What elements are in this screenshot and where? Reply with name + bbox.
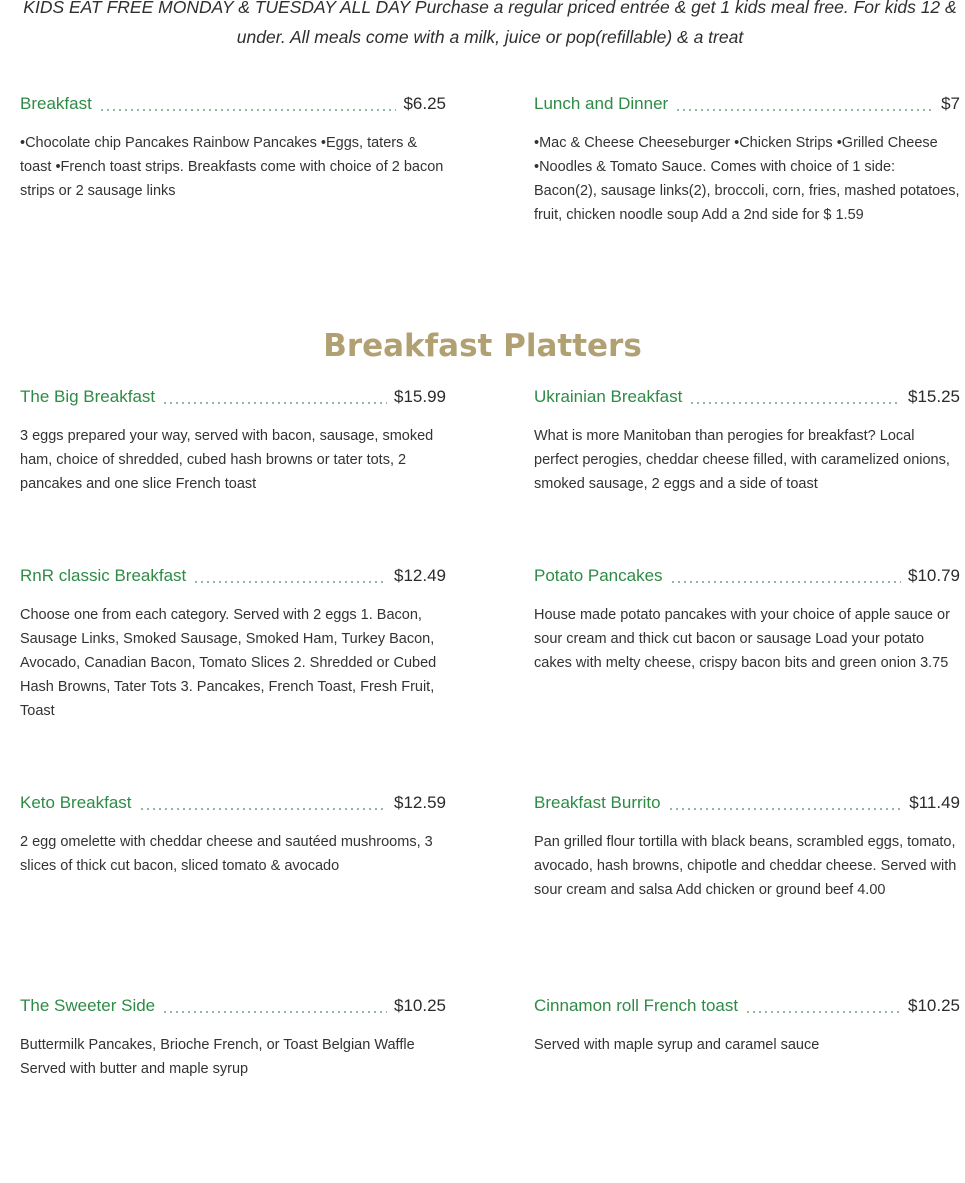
menu-item-name: Ukrainian Breakfast [534, 387, 683, 406]
menu-item-name: RnR classic Breakfast [20, 566, 187, 585]
menu-item-price: $11.49 [909, 793, 960, 812]
menu-item-name: Potato Pancakes [534, 566, 663, 585]
leader-dots [675, 109, 934, 111]
kids-eat-free-intro [20, 0, 960, 52]
leader-dots [99, 109, 397, 111]
leader-dots [745, 1011, 901, 1013]
menu-item-name: Breakfast Burrito [534, 793, 661, 812]
menu-item-price: $12.49 [394, 566, 446, 585]
menu-item-description: 2 egg omelette with cheddar cheese and sautéed mushrooms, 3 slices of thick cut bacon, sliced tomato & avocado [20, 834, 433, 874]
leader-dots [689, 402, 901, 404]
leader-dots [668, 808, 903, 810]
menu-item-description: Served with maple syrup and caramel sauce [534, 1037, 820, 1053]
menu-item-description: Pan grilled flour tortilla with black beans, scrambled eggs, tomato, avocado, hash browns, chipotle and cheddar cheese. Served with sour cream and salsa Add chicken or ground beef 4.00 [534, 834, 957, 898]
section-title: Breakfast Platters [323, 328, 642, 364]
menu-item-name: Lunch and Dinner [534, 94, 669, 113]
menu-item-name: The Big Breakfast [20, 387, 156, 406]
leader-dots [139, 808, 387, 810]
menu-item-name: Keto Breakfast [20, 793, 132, 812]
menu-item-kids-lunch-dinner [534, 94, 960, 227]
leader-dots [670, 581, 901, 583]
leader-dots [193, 581, 387, 583]
intro-line-1: KIDS EAT FREE MONDAY & TUESDAY ALL DAY Purchase a regular priced entrée & get 1 kids meal free. For kids 12 & [23, 0, 957, 17]
leader-dots [162, 1011, 387, 1013]
menu-item-price: $6.25 [403, 94, 446, 113]
menu-item-description: •Mac & Cheese Cheeseburger •Chicken Strips •Grilled Cheese •Noodles & Tomato Sauce. Comes with choice of 1 side: Bacon(2), sausage links(2), broccoli, corn, fries, mashed potatoes, fruit, chicken noodle soup Add a 2nd side for $ 1.59 [534, 135, 960, 223]
menu-item-breakfast-burrito [534, 793, 960, 902]
menu-item-description: Choose one from each category. Served with 2 eggs 1. Bacon, Sausage Links, Smoked Sausage, Smoked Ham, Turkey Bacon, Avocado, Canadian Bacon, Tomato Slices 2. Shredded or Cubed Hash Browns, Tater Tots 3. Pancakes, French Toast, Fresh Fruit, Toast [20, 607, 437, 719]
menu-item-description: House made potato pancakes with your choice of apple sauce or sour cream and thick cut bacon or sausage Load your potato cakes with melty cheese, crispy bacon bits and green onion 3.75 [534, 607, 950, 671]
menu-item-potato-pancakes [534, 566, 960, 675]
menu-item-price: $15.25 [908, 387, 960, 406]
menu-item-description: 3 eggs prepared your way, served with bacon, sausage, smoked ham, choice of shredded, cubed hash browns or tater tots, 2 pancakes and one slice French toast [20, 428, 434, 492]
menu-item-price: $12.59 [394, 793, 446, 812]
menu-item-price: $10.25 [908, 996, 960, 1015]
menu-item-ukrainian-breakfast [534, 387, 960, 496]
menu-item-cinnamon-roll-french-toast [534, 996, 960, 1057]
menu-item-name: Cinnamon roll French toast [534, 996, 739, 1015]
menu-item-sweeter-side [20, 996, 446, 1081]
menu-item-name: Breakfast [20, 94, 92, 113]
menu-item-kids-breakfast [20, 94, 446, 203]
menu-item-description: Buttermilk Pancakes, Brioche French, or Toast Belgian Waffle Served with butter and maple syrup [20, 1037, 415, 1077]
intro-line-2: under. All meals come with a milk, juice or pop(refillable) & a treat [236, 27, 744, 47]
menu-item-price: $15.99 [394, 387, 446, 406]
menu-item-name: The Sweeter Side [20, 996, 156, 1015]
leader-dots [162, 402, 387, 404]
menu-item-price: $7 [941, 94, 960, 113]
menu-item-price: $10.79 [908, 566, 960, 585]
menu-item-keto-breakfast [20, 793, 446, 878]
menu-item-rnr-classic-breakfast [20, 566, 446, 723]
menu-item-big-breakfast [20, 387, 446, 496]
menu-item-price: $10.25 [394, 996, 446, 1015]
menu-item-description: •Chocolate chip Pancakes Rainbow Pancakes •Eggs, taters & toast •French toast strips. Breakfasts come with choice of 2 bacon strips or 2 sausage links [20, 135, 444, 199]
menu-item-description: What is more Manitoban than perogies for breakfast? Local perfect perogies, cheddar cheese filled, with caramelized onions, smoked sausage, 2 eggs and a side of toast [534, 428, 950, 492]
